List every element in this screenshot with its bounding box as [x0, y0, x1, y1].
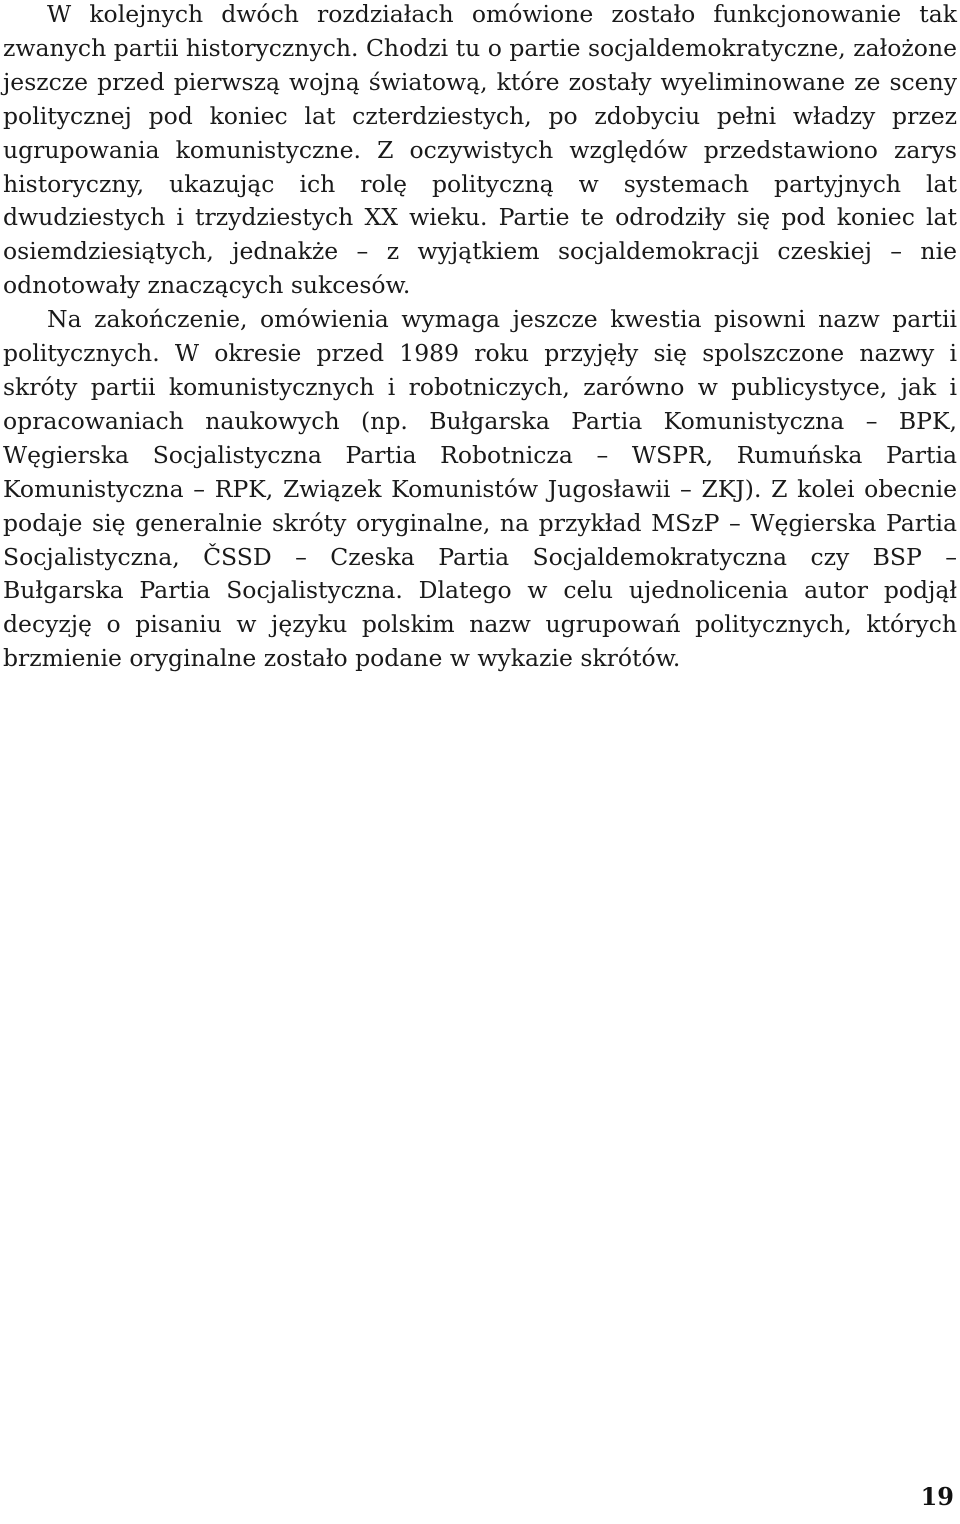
paragraph-party-naming: Na zakończenie, omówienia wymaga jeszcze kwestia pisowni nazw partii politycznych. W okresie przed 1989 roku przyjęły się spolszczone nazwy i skróty partii komunistycznych i robotniczych, zarówno w publicystyce, jak i opracowaniach naukowych (np. Bułgarska Partia Komunistyczna – BPK, Węgierska Socjalistyczna Partia Robotnicza – WSPR, Rumuńska Partia Komunistyczna – RPK, Związek Komunistów Jugosławii – ZKJ). Z kolei obecnie podaje się generalnie skróty oryginalne, na przykład MSzP – Węgierska Partia Socjalistyczna, ČSSD – Czeska Partia Socjaldemokratyczna czy BSP – Bułgarska Partia Socjalistyczna. Dlatego w celu ujednolicenia autor podjął decyzję o pisaniu w języku polskim nazw ugrupowań politycznych, których brzmienie oryginalne zostało podane w wykazie skrótów. — [3, 305, 957, 673]
body-text — [3, 0, 957, 676]
page-number: 19 — [920, 1482, 954, 1511]
paragraph-historical-parties: W kolejnych dwóch rozdziałach omówione zostało funkcjonowanie tak zwanych partii historycznych. Chodzi tu o partie socjaldemokratyczne, założone jeszcze przed pierwszą wojną światową, które zostały wyeliminowane ze sceny politycznej pod koniec lat czterdziestych, po zdobyciu pełni władzy przez ugrupowania komunistyczne. Z oczywistych względów przedstawiono zarys historyczny, ukazując ich rolę polityczną w systemach partyjnych lat dwudziestych i trzydziestych XX wieku. Partie te odrodziły się pod koniec lat osiemdziesiątych, jednakże – z wyjątkiem socjaldemokracji czeskiej – nie odnotowały znaczących sukcesów. — [3, 0, 957, 300]
